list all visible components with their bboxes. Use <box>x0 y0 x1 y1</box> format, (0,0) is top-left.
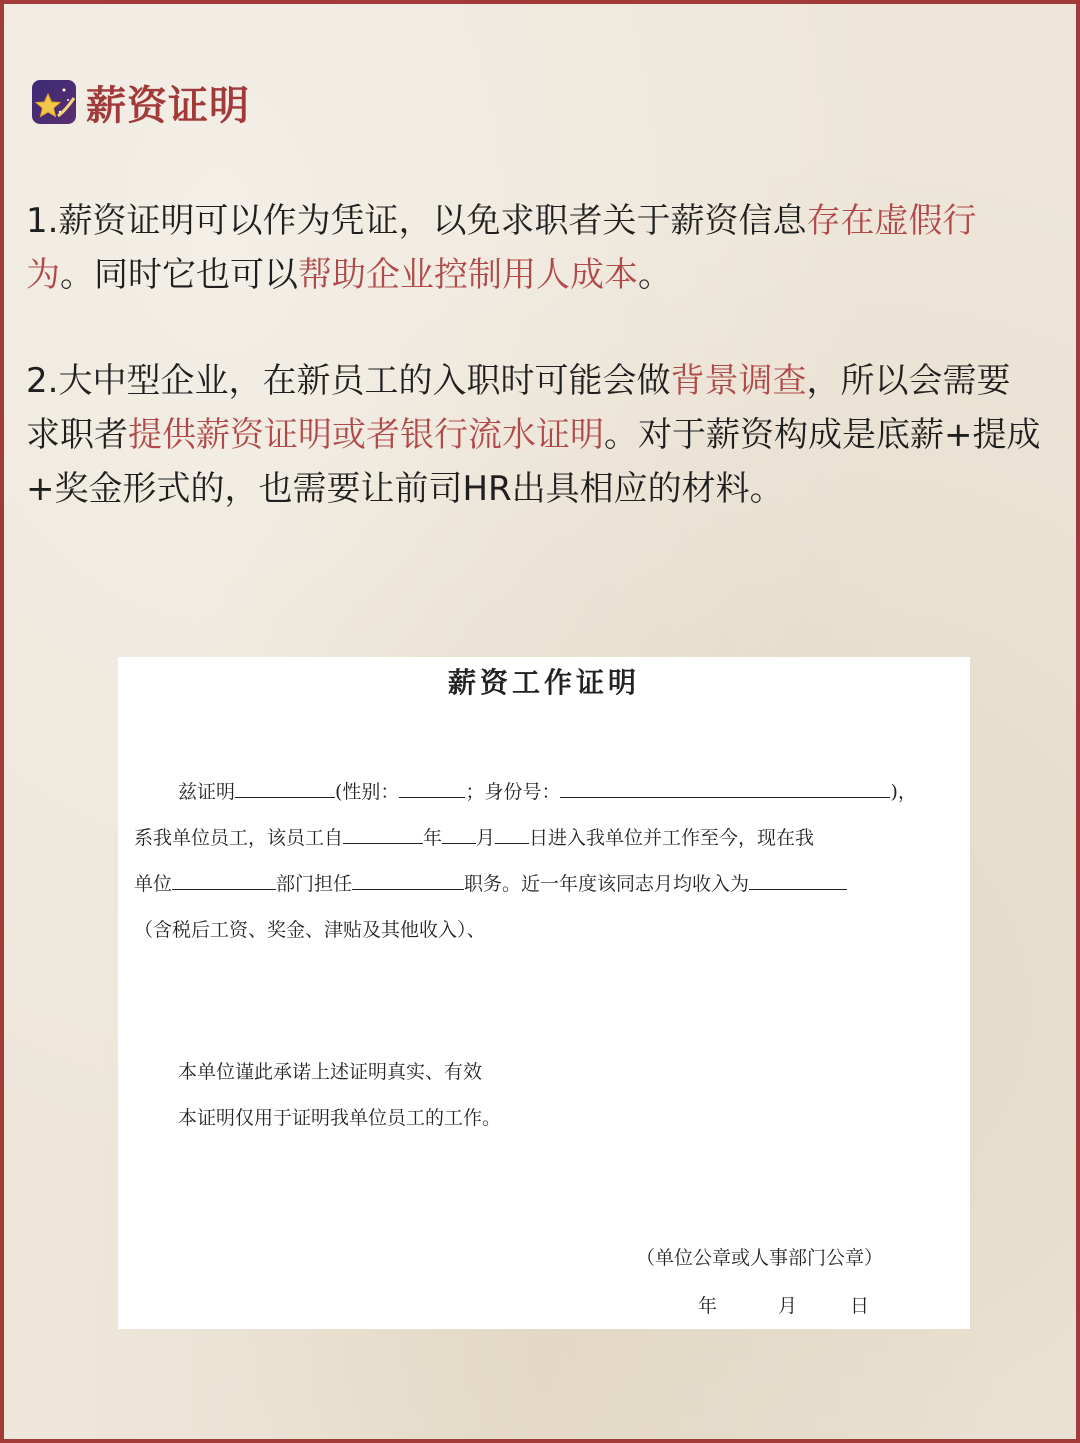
document-title: 薪资工作证明 <box>447 666 640 699</box>
header <box>32 76 250 128</box>
page-title: 薪资证明 <box>86 82 250 129</box>
document-line-6: 本证明仅用于证明我单位员工的工作。 <box>178 1107 502 1129</box>
document-line-5: 本单位谨此承诺上述证明真实、有效 <box>178 1061 483 1083</box>
seal-note: （单位公章或人事部门公章） <box>636 1247 884 1269</box>
document-line-1: 兹证明 (性别： ；身份号： )， <box>178 781 917 803</box>
salary-certificate-document <box>118 657 970 1329</box>
document-line-4: （含税后工资、奖金、津贴及其他收入）、 <box>134 919 486 941</box>
document-line-2: 系我单位员工，该员工自 年 月 日进入我单位并工作至今，现在我 <box>134 827 815 849</box>
date-day: 日 <box>850 1295 870 1317</box>
paragraph-2: 2.大中型企业，在新员工的入职时可能会做背景调查，所以会需要 求职者提供薪资证明或者银行流水证明。对于薪资构成是底薪+提成 +奖金形式的，也需要让前司HR出具相应的材料。 <box>26 361 1041 509</box>
paragraph-1: 1.薪资证明可以作为凭证，以免求职者关于薪资信息存在虚假行 为。同时它也可以帮助企业控制用人成本。 <box>26 201 977 295</box>
star-icon <box>32 80 76 124</box>
date-year: 年 <box>698 1295 718 1317</box>
document-line-3: 单位 部门担任 职务。近一年度该同志月均收入为 <box>134 869 847 896</box>
date-month: 月 <box>778 1295 798 1317</box>
